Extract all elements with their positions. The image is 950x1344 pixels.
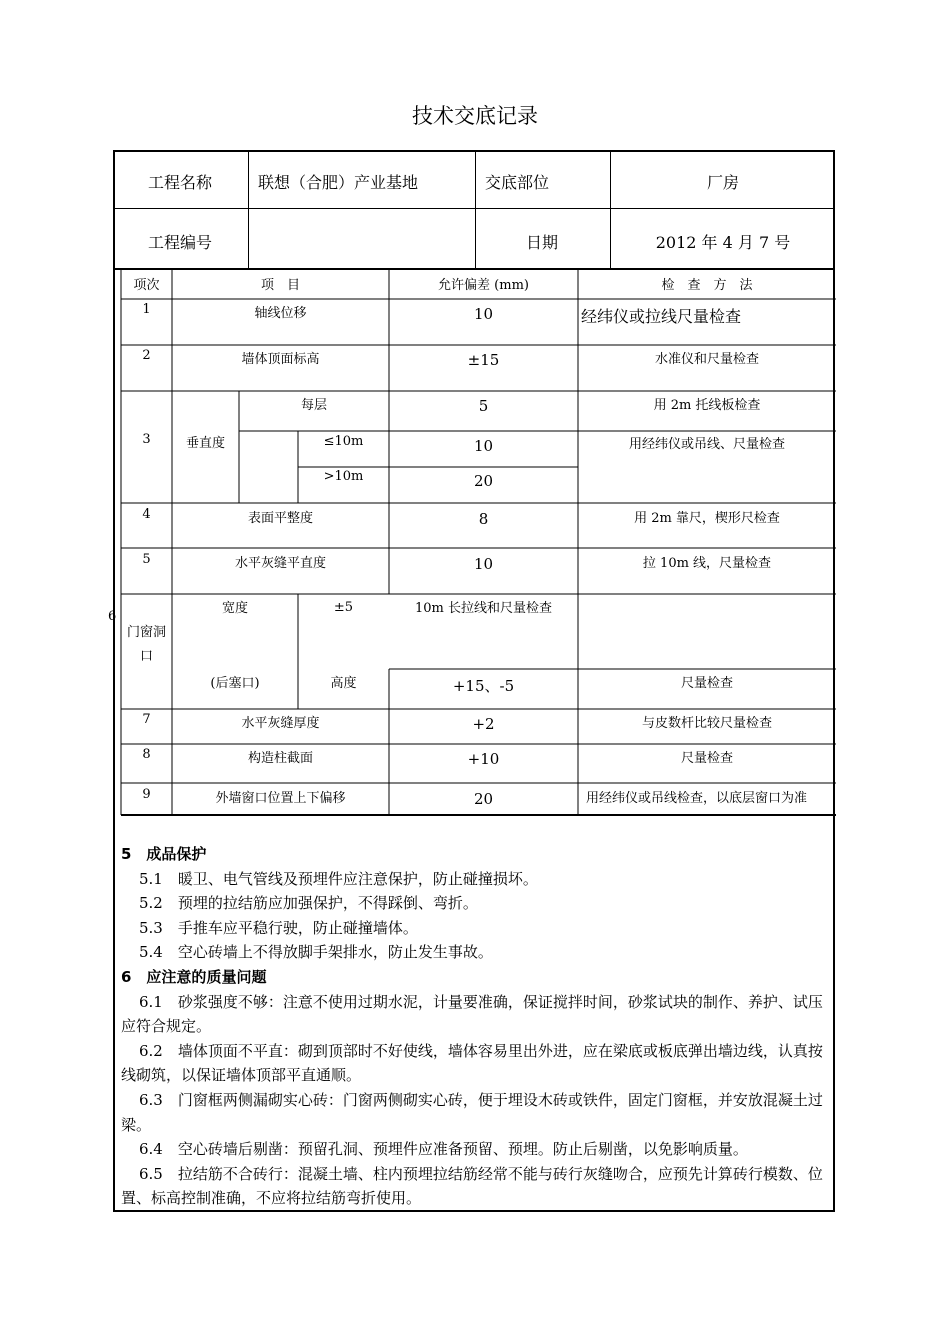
row-3-sub-le-10m: ≤10m (323, 434, 364, 449)
list-item: 6.3 门窗框两侧漏砌实心砖：门窗两侧砌实心砖，便于埋设木砖或铁件，固定门窗框，并安放混凝土过梁。 (121, 1090, 823, 1134)
row-1-method: 经纬仪或拉线尺量检查 (581, 307, 742, 326)
row-6-height-method: 尺量检查 (680, 676, 733, 691)
row-3-no: 3 (142, 432, 151, 447)
date-label: 日期 (526, 233, 559, 252)
section-heading: 5 成品保护 (121, 845, 207, 863)
row-3-item: 垂直度 (185, 436, 225, 451)
list-item: 6.5 拉结筋不合砖行：混凝土墙、柱内预埋拉结筋经常不能与砖行灰缝吻合，应预先计算砖行模数、位置、标高控制准确，不应将拉结筋弯折使用。 (121, 1164, 823, 1208)
row-4-method: 用 2m 靠尺，楔形尺检查 (634, 511, 780, 526)
row-2-tolerance: ±15 (467, 351, 500, 369)
row-4-no: 4 (142, 507, 151, 522)
row-6-item-b: 口 (139, 649, 153, 664)
row-6-sub-width: 宽度 (221, 601, 248, 616)
col-header-method: 检 查 方 法 (661, 278, 753, 293)
row-3-tolerance-1: 5 (478, 397, 489, 415)
section-heading: 6 应注意的质量问题 (121, 967, 267, 986)
row-8-tolerance: +10 (467, 750, 500, 768)
row-4-tolerance: 8 (478, 510, 489, 528)
row-6-sub-height: 高度 (330, 676, 357, 691)
row-3-method-1: 用 2m 托线板检查 (653, 398, 761, 413)
row-8-method: 尺量检查 (680, 751, 733, 766)
list-item: 5.3 手推车应平稳行驶，防止碰撞墙体。 (139, 918, 418, 937)
row-6-no: 6 (108, 609, 117, 624)
row-9-method: 用经纬仪或吊线检查，以底层窗口为准 (586, 791, 808, 806)
row-2-item: 墙体顶面标高 (241, 352, 320, 367)
list-item: 6.4 空心砖墙后剔凿：预留孔洞、预埋件应准备预留、预埋。防止后剔凿，以免影响质量。 (139, 1140, 748, 1159)
row-9-item: 外墙窗口位置上下偏移 (215, 791, 346, 806)
row-8-item: 构造柱截面 (247, 751, 313, 766)
list-item: 5.2 预埋的拉结筋应加强保护，不得踩倒、弯折。 (139, 894, 478, 913)
row-3-method-2: 用经纬仪或吊线、尺量检查 (628, 437, 785, 452)
row-2-no: 2 (142, 348, 151, 363)
project-name-value: 联想（合肥）产业基地 (258, 173, 419, 192)
row-7-tolerance: +2 (472, 715, 495, 733)
row-7-method: 与皮数杆比较尺量检查 (641, 716, 772, 731)
col-header-tolerance: 允许偏差 (mm) (438, 278, 529, 293)
project-no-label: 工程编号 (148, 233, 213, 252)
date-value: 2012 年 4 月 7 号 (655, 233, 791, 252)
row-5-no: 5 (142, 552, 151, 567)
list-item: 5.1 暖卫、电气管线及预埋件应注意保护，防止碰撞损坏。 (139, 869, 538, 888)
row-6-width-method: 10m 长拉线和尺量检查 (414, 601, 552, 616)
row-1-tolerance: 10 (473, 305, 494, 323)
location-label: 交底部位 (485, 173, 550, 192)
row-9-no: 9 (142, 787, 151, 802)
col-header-item: 项 目 (260, 278, 300, 293)
row-3-sub-each-floor: 每层 (300, 398, 327, 413)
row-1-item: 轴线位移 (254, 306, 307, 321)
row-6-item-a: 门窗洞 (126, 625, 166, 640)
row-3-sub-gt-10m: >10m (323, 469, 364, 484)
list-item: 6.2 墙体顶面不平直：砌到顶部时不好使线，墙体容易里出外进，应在梁底或板底弹出墙边线，认真按线砌筑，以保证墙体顶部平直通顺。 (121, 1041, 823, 1085)
row-5-method: 拉 10m 线，尺量检查 (642, 556, 772, 571)
location-value: 厂房 (706, 173, 739, 192)
list-item: 6.1 砂浆强度不够：注意不使用过期水泥，计量要准确，保证搅拌时间，砂浆试块的制作、养护、试压应符合规定。 (121, 992, 823, 1036)
col-header-no: 项次 (133, 278, 160, 293)
body-text (121, 842, 829, 1211)
list-item: 5.4 空心砖墙上不得放脚手架排水，防止发生事故。 (139, 943, 493, 962)
row-4-item: 表面平整度 (247, 511, 313, 526)
row-6-note: (后塞口) (210, 676, 260, 691)
row-2-method: 水准仪和尺量检查 (654, 352, 759, 367)
row-9-tolerance: 20 (473, 790, 494, 808)
row-3-tolerance-3: 20 (473, 472, 494, 490)
row-5-tolerance: 10 (473, 555, 494, 573)
row-5-item: 水平灰缝平直度 (234, 556, 326, 571)
row-8-no: 8 (142, 747, 151, 762)
page-title: 技术交底记录 (412, 104, 538, 128)
row-1-no: 1 (142, 302, 151, 317)
row-7-no: 7 (142, 712, 151, 727)
project-name-label: 工程名称 (148, 173, 213, 192)
row-3-tolerance-2: 10 (473, 437, 494, 455)
row-6-height-tolerance: +15、-5 (452, 677, 515, 695)
row-6-width-tolerance: ±5 (333, 600, 354, 615)
row-7-item: 水平灰缝厚度 (241, 716, 320, 731)
